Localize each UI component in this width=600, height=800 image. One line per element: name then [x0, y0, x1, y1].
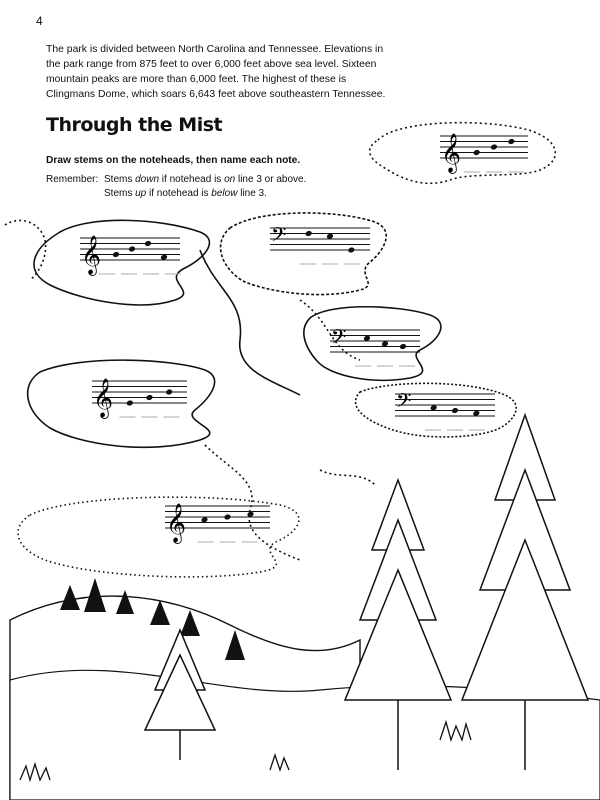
intro-paragraph: The park is divided between North Carolina and Tennessee. Elevations in the park range from 875 feet to over 6,000 feet above sea level. Sixteen mountain peaks are more than 6,000 feet. The highest of these is Clingmans Dome, which soars 6,643 feet above southeastern Tennessee. — [46, 44, 386, 100]
staff — [92, 378, 187, 419]
staff — [165, 503, 270, 544]
remember-emphasis: on — [224, 174, 236, 185]
notehead — [144, 240, 152, 247]
section-title: Through the Mist — [46, 114, 223, 136]
notehead — [473, 149, 481, 156]
mist-cloud — [205, 445, 300, 560]
mist-clouds — [5, 123, 555, 577]
remember-label: Remember: — [46, 174, 99, 185]
mist-cloud — [28, 360, 215, 447]
remember-text: Stems — [104, 174, 136, 185]
remember-emphasis: down — [135, 174, 160, 185]
mist-cloud — [320, 470, 375, 485]
instruction-text: Draw stems on the noteheads, then name each note. — [46, 155, 301, 166]
mist-cloud — [221, 213, 387, 295]
staff — [440, 133, 528, 174]
notehead — [128, 246, 136, 253]
notehead — [224, 514, 232, 521]
staff — [270, 223, 370, 264]
bass-clef-icon: 𝄢 — [396, 389, 412, 417]
treble-clef-icon: 𝄞 — [441, 133, 462, 173]
staff — [395, 389, 495, 430]
staff — [80, 235, 181, 276]
notehead — [490, 144, 498, 151]
treble-clef-icon: 𝄞 — [93, 378, 114, 418]
mist-cloud — [304, 307, 441, 381]
landscape — [10, 415, 600, 800]
notehead — [146, 394, 154, 401]
remember-text: Stems — [104, 188, 136, 199]
notehead — [126, 400, 134, 407]
treble-clef-icon: 𝄞 — [166, 503, 187, 543]
mist-cloud — [18, 497, 299, 577]
notehead — [305, 230, 313, 237]
treble-clef-icon: 𝄞 — [81, 235, 102, 275]
notehead — [347, 247, 355, 254]
notehead — [399, 343, 407, 350]
mist-cloud — [34, 220, 209, 305]
remember-text: line 3. — [237, 188, 267, 199]
staff — [330, 325, 420, 366]
page-number: 4 — [36, 14, 43, 28]
notehead — [507, 138, 515, 145]
notehead — [165, 389, 173, 396]
notehead — [112, 251, 120, 258]
bass-clef-icon: 𝄢 — [271, 223, 287, 251]
remember-text: if notehead is — [159, 174, 225, 185]
mist-cloud — [200, 250, 300, 395]
remember-emphasis: up — [135, 188, 147, 199]
remember-text: if notehead is — [146, 188, 212, 199]
remember-emphasis: below — [211, 188, 238, 199]
mist-cloud — [370, 123, 556, 184]
remember-text: line 3 or above. — [235, 174, 307, 185]
bass-clef-icon: 𝄢 — [331, 325, 347, 353]
notehead — [451, 407, 459, 414]
